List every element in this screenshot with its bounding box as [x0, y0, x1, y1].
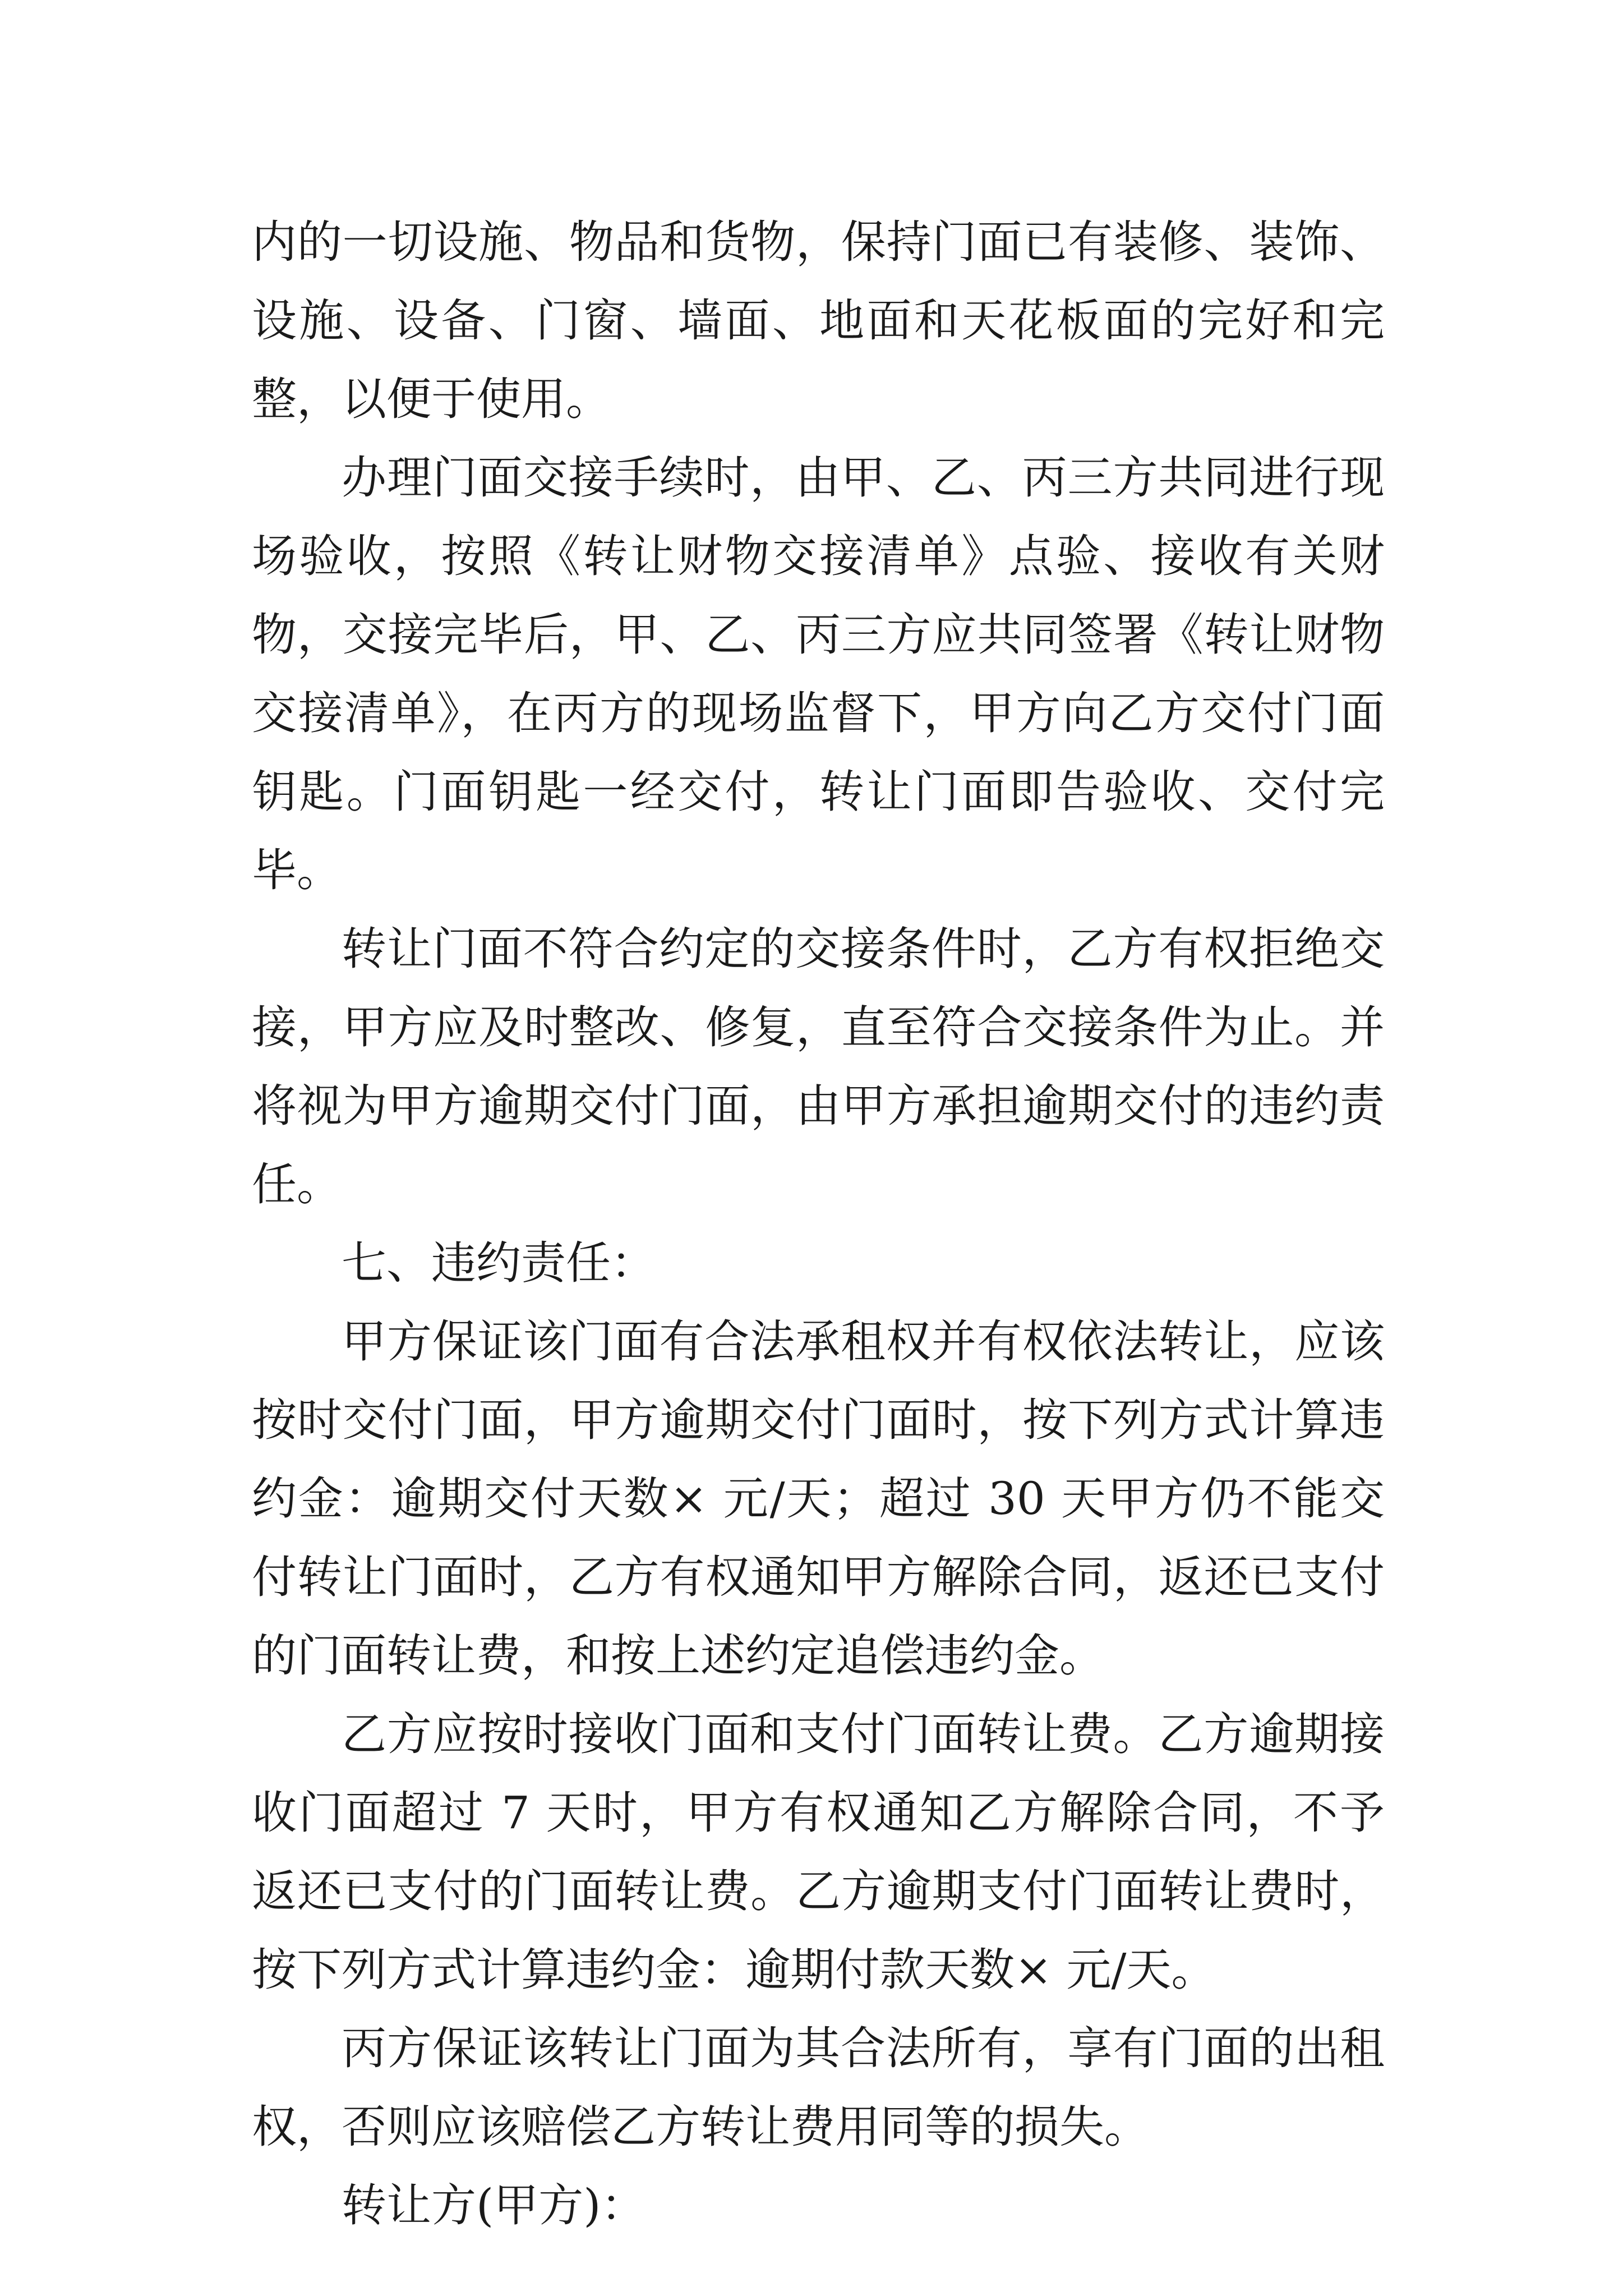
- signature-line-transferor: 转让方(甲方)：: [342, 2179, 646, 2231]
- section-heading-breach-liability: 七、违约责任：: [342, 1237, 656, 1289]
- paragraph-continuation: 内的一切设施、物品和货物，保持门面已有装修、装饰、设施、设备、门窗、墙面、地面和天花板面的完好和完整，以便于使用。: [252, 216, 1385, 425]
- paragraph-party-a-liability: 甲方保证该门面有合法承租权并有权依法转让，应该按时交付门面，甲方逾期交付门面时，按下列方式计算违约金：逾期交付天数× 元/天；超过 30 天甲方仍不能交付转让门面时，乙方有权通知甲方解除合同，返还已支付的门面转让费，和按上述约定追偿违约金。: [252, 1315, 1385, 1682]
- paragraph-handover-nonconformity: 转让门面不符合约定的交接条件时，乙方有权拒绝交接，甲方应及时整改、修复，直至符合交接条件为止。并将视为甲方逾期交付门面，由甲方承担逾期交付的违约责任。: [252, 923, 1385, 1211]
- document-body: [252, 203, 1385, 2245]
- paragraph-party-c-guarantee: 丙方保证该转让门面为其合法所有，享有门面的出租权，否则应该赔偿乙方转让费用同等的损失。: [252, 2022, 1385, 2153]
- paragraph-party-b-liability: 乙方应按时接收门面和支付门面转让费。乙方逾期接收门面超过 7 天时，甲方有权通知乙方解除合同，不予返还已支付的门面转让费。乙方逾期支付门面转让费时，按下列方式计算违约金：逾期付款天数× 元/天。: [252, 1708, 1385, 1996]
- paragraph-handover-procedure: 办理门面交接手续时，由甲、乙、丙三方共同进行现场验收，按照《转让财物交接清单》点验、接收有关财物，交接完毕后，甲、乙、丙三方应共同签署《转让财物交接清单》，在丙方的现场监督下，甲方向乙方交付门面钥匙。门面钥匙一经交付，转让门面即告验收、交付完毕。: [252, 452, 1385, 896]
